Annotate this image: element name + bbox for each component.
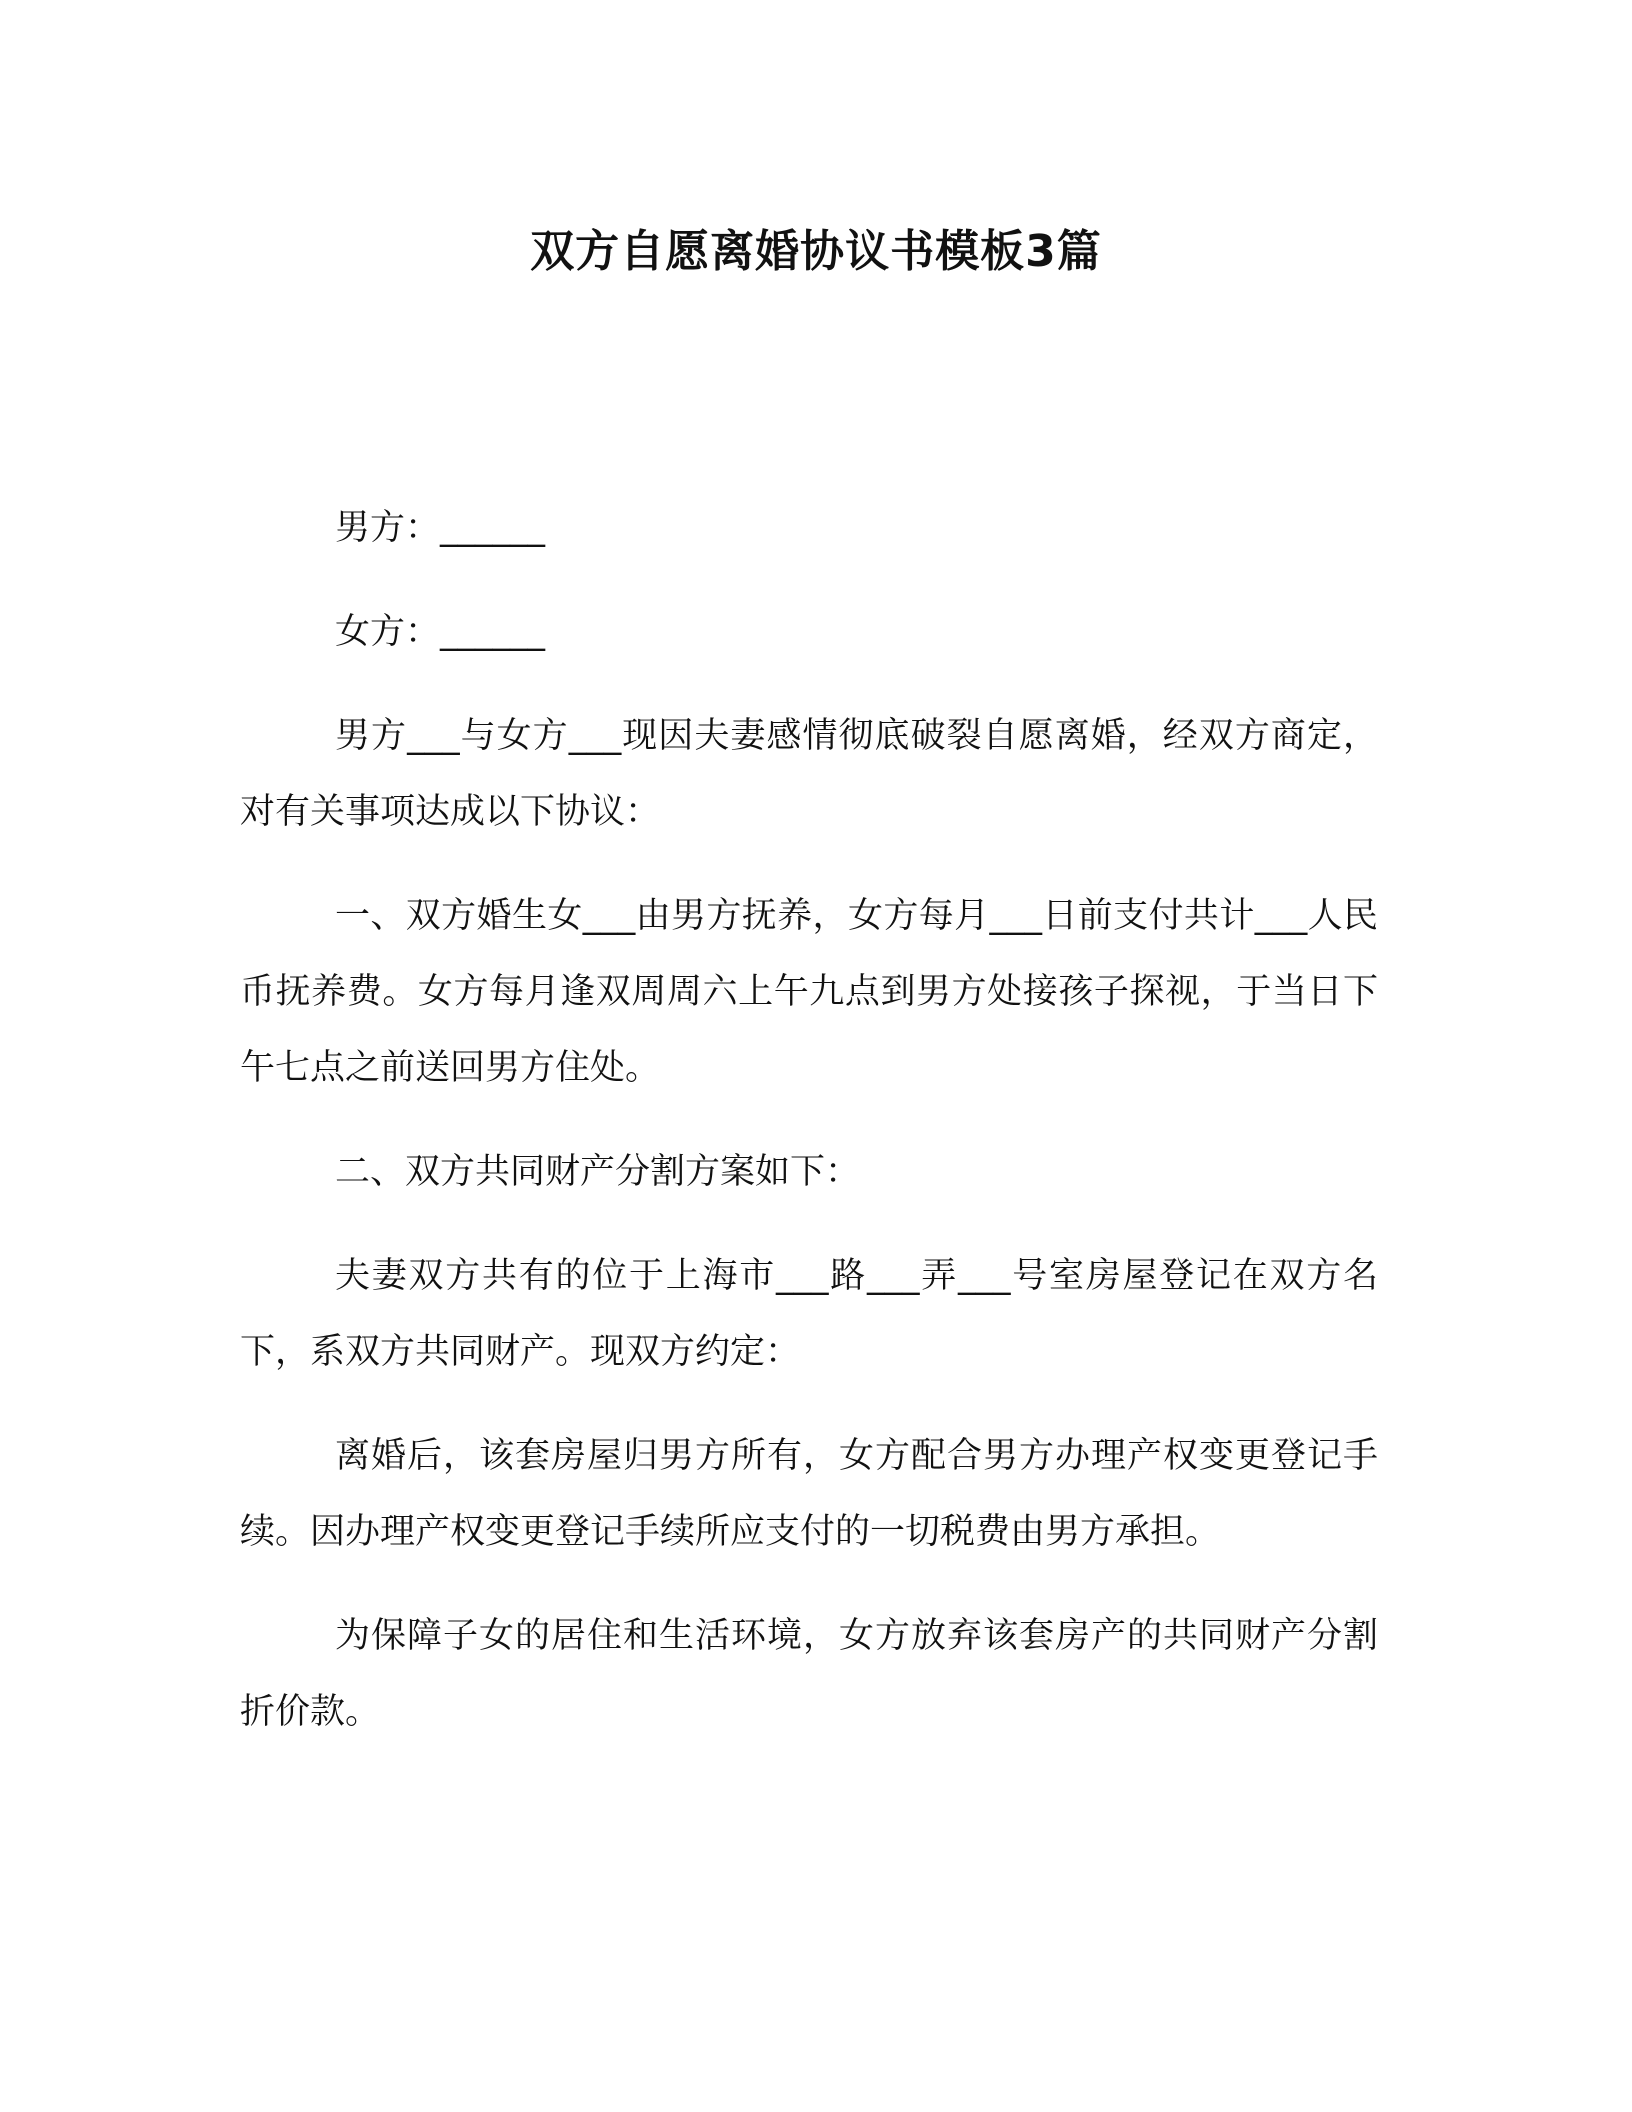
male-party-line: 男方：______ xyxy=(335,508,546,548)
preamble-paragraph: 男方___与女方___现因夫妻感情彻底破裂自愿离婚，经双方商定，对有关事项达成以下协议： xyxy=(240,716,1378,832)
document-title: 双方自愿离婚协议书模板3篇 xyxy=(530,226,1102,277)
document-body xyxy=(240,490,1378,1778)
ownership-paragraph: 离婚后，该套房屋归男方所有，女方配合男方办理产权变更登记手续。因办理产权变更登记手续所应支付的一切税费由男方承担。 xyxy=(240,1436,1378,1552)
waiver-paragraph: 为保障子女的居住和生活环境，女方放弃该套房产的共同财产分割折价款。 xyxy=(240,1616,1378,1732)
clause-one-paragraph: 一、双方婚生女___由男方抚养，女方每月___日前支付共计___人民币抚养费。女方每月逢双周周六上午九点到男方处接孩子探视，于当日下午七点之前送回男方住处。 xyxy=(240,896,1378,1088)
female-party-line: 女方：______ xyxy=(335,612,546,652)
property-paragraph: 夫妻双方共有的位于上海市___路___弄___号室房屋登记在双方名下，系双方共同财产。现双方约定： xyxy=(240,1256,1378,1372)
clause-two-heading: 二、双方共同财产分割方案如下： xyxy=(335,1152,861,1192)
